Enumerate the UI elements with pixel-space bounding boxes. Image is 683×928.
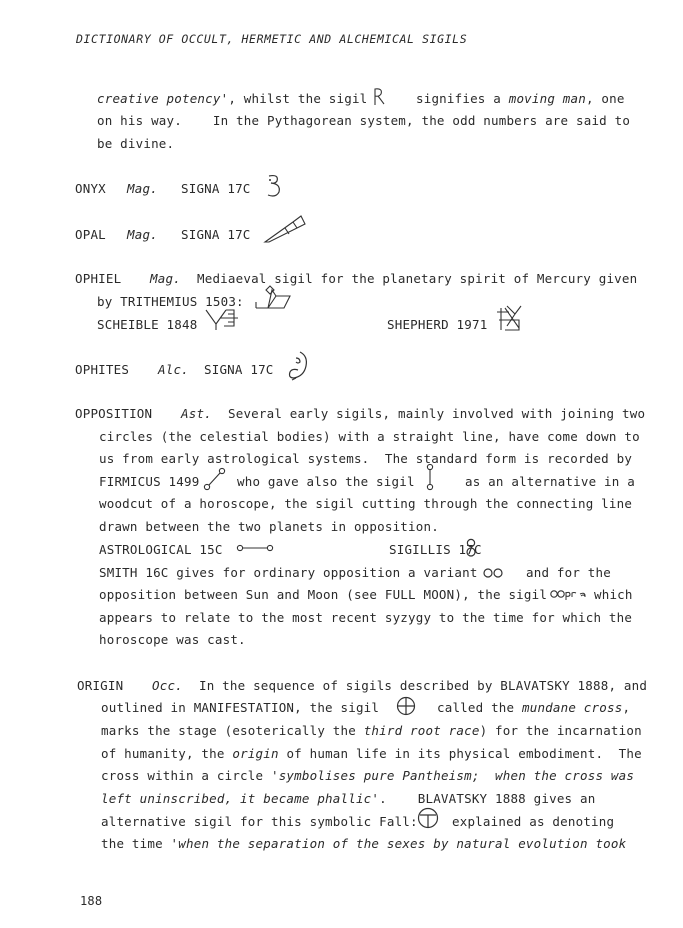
entry-text: called the (437, 700, 515, 715)
smith-variant-sigil (483, 567, 503, 579)
trithemius-sigil (254, 284, 294, 310)
entry-text: which (594, 587, 633, 602)
astrological-opposition-sigil (236, 542, 274, 554)
intro-text: signifies a (416, 91, 501, 106)
entry-text: SMITH 16C gives for ordinary opposition a variant (99, 565, 478, 580)
intro-text: , whilst the sigil (228, 91, 368, 106)
opal-sigil (263, 212, 307, 244)
entry-text: us from early astrological systems. The standard form is recorded by (99, 451, 633, 466)
entry-text: who gave also the sigil (237, 474, 415, 489)
entry-text: of human life in its physical embodiment. The (286, 746, 642, 761)
entry-source: SIGNA 17C (181, 227, 251, 242)
entry-text: alternative sigil for this symbolic Fall: (101, 814, 418, 829)
moving-man-sigil (371, 86, 387, 106)
origin-line-6 (101, 791, 595, 807)
entry-abbr: Occ. (152, 678, 183, 693)
intro-line-1-cont (416, 91, 625, 107)
entry-term-ophites: OPHITES (75, 362, 130, 377)
entry-source: SHEPHERD 1971 (387, 317, 488, 332)
entry-text: Mediaeval sigil for the planetary spirit of Mercury given (197, 271, 638, 286)
entry-source: SIGNA 17C (204, 362, 274, 377)
entry-italic: 'symbolises pure Pantheism; when the cross was (270, 768, 635, 783)
intro-quote: creative potency' (97, 91, 229, 106)
entry-text: outlined in MANIFESTATION, the sigil (101, 700, 380, 715)
entry-text: marks the stage (esoterically the (101, 723, 356, 738)
entry-text: Several early sigils, mainly involved with joining two (228, 406, 646, 421)
entry-text: cross within a circle (101, 768, 264, 783)
entry-term-ophiel: OPHIEL (75, 271, 122, 286)
entry-text: In the sequence of sigils described by BLAVATSKY 1888, and (199, 678, 648, 693)
entry-abbr: Mag. (150, 271, 181, 286)
entry-term-opal: OPAL (75, 227, 106, 242)
entry-term-onyx: ONYX (75, 181, 106, 196)
entry-text: ) for the incarnation (479, 723, 642, 738)
entry-text: circles (the celestial bodies) with a straight line, have come down to (99, 429, 640, 444)
entry-text: as an alternative in a (465, 474, 635, 489)
entry-text: woodcut of a horoscope, the sigil cutting through the connecting line (99, 496, 633, 511)
entry-abbr: Alc. (158, 362, 189, 377)
entry-italic: origin (232, 746, 279, 761)
scheible-sigil (204, 306, 242, 332)
firmicus-opposition-sigil (203, 467, 227, 491)
intro-line-3: be divine. (97, 136, 175, 151)
page-number: 188 (80, 894, 103, 908)
running-header: DICTIONARY OF OCCULT, HERMETIC AND ALCHEMICAL SIGILS (76, 32, 468, 46)
origin-line-2-cont (437, 700, 630, 716)
shepherd-sigil (495, 302, 525, 332)
intro-line-2: on his way. In the Pythagorean system, the odd numbers are said to (97, 113, 631, 128)
sun-moon-opposition-sigil (550, 586, 590, 602)
entry-source: SIGILLIS 17C (389, 542, 482, 557)
entry-text: horoscope was cast. (99, 632, 246, 647)
entry-abbr: Ast. (181, 406, 212, 421)
entry-source: ASTROLOGICAL 15C (99, 542, 223, 557)
origin-line-8 (101, 836, 626, 852)
origin-line-4 (101, 746, 642, 762)
onyx-sigil (263, 172, 285, 200)
sigillis-opposition-sigil (465, 538, 477, 558)
entry-italic: left uninscribed, it became phallic' (101, 791, 380, 806)
entry-text: and for the (526, 565, 611, 580)
entry-text: opposition between Sun and Moon (see FULL MOON), the sigil (99, 587, 548, 602)
origin-line-5 (101, 768, 634, 784)
intro-italic: moving man (508, 91, 586, 106)
entry-text: appears to relate to the most recent syzygy to the time for which the (99, 610, 633, 625)
intro-line-1 (97, 91, 367, 107)
vertical-opposition-sigil (424, 463, 436, 491)
entry-text: by TRITHEMIUS 1503: (97, 294, 244, 309)
entry-text: explained as denoting (452, 814, 615, 829)
entry-italic: mundane cross (522, 700, 623, 715)
entry-source: SCHEIBLE 1848 (97, 317, 198, 332)
entry-abbr: Mag. (127, 181, 158, 196)
entry-text: . BLAVATSKY 1888 gives an (379, 791, 596, 806)
entry-italic: third root race (363, 723, 480, 738)
entry-source: FIRMICUS 1499 (99, 474, 200, 489)
entry-term-origin: ORIGIN (77, 678, 124, 693)
entry-term-opposition: OPPOSITION (75, 406, 153, 421)
entry-text: the time (101, 836, 163, 851)
entry-italic: 'when the separation of the sexes by natural evolution took (170, 836, 627, 851)
entry-abbr: Mag. (127, 227, 158, 242)
intro-text: , one (585, 91, 625, 106)
fall-sigil (417, 807, 439, 829)
mundane-cross-sigil (396, 696, 416, 716)
entry-text: drawn between the two planets in opposition. (99, 519, 439, 534)
ophites-sigil (286, 350, 310, 382)
origin-line-3 (101, 723, 642, 739)
entry-source: SIGNA 17C (181, 181, 251, 196)
entry-text: , (622, 700, 631, 715)
entry-text: of humanity, the (101, 746, 225, 761)
